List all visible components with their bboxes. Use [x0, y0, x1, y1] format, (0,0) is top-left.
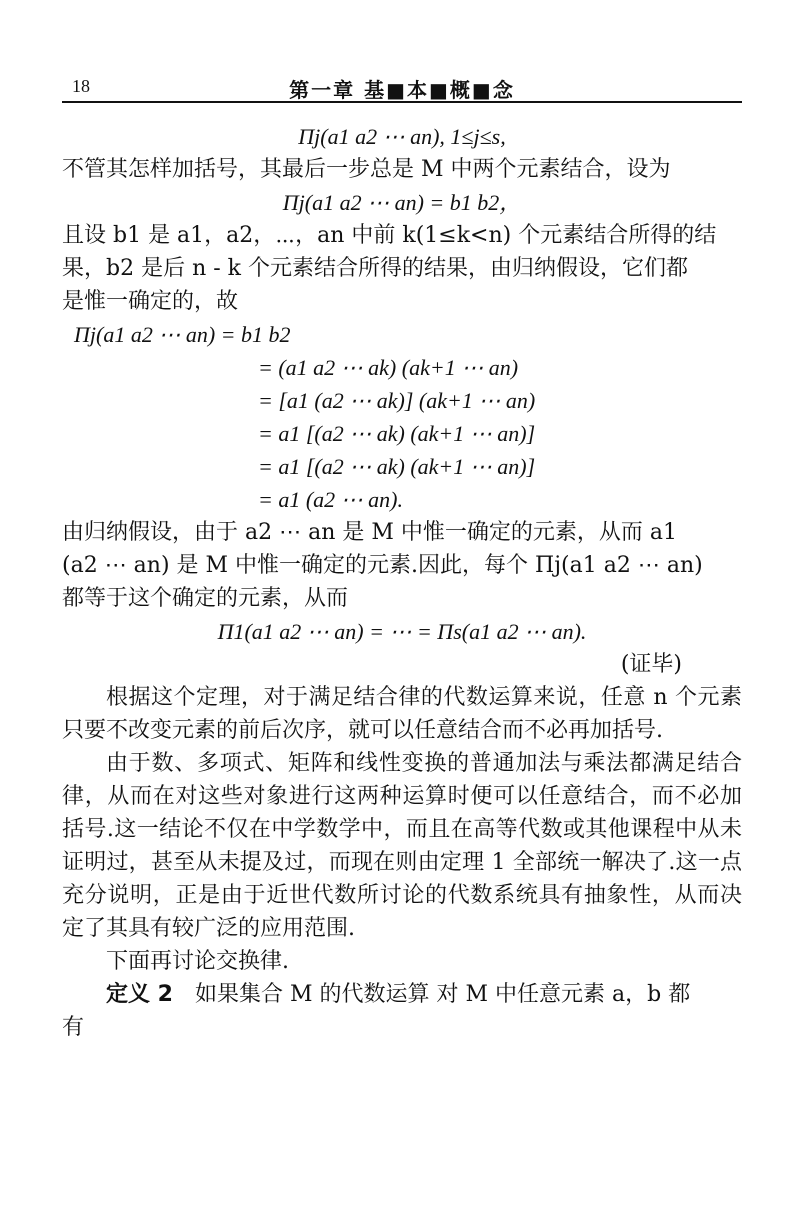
page-number: 18 — [72, 76, 90, 96]
definition-last-line: 有 — [62, 1015, 85, 1040]
text-line: 由归纳假设，由于 a2 ⋯ an 是 M 中惟一确定的元素，从而 a1 — [62, 520, 677, 545]
formula-line: Πj(a1 a2 ⋯ an), 1≤j≤s, — [298, 124, 506, 149]
definition-text: 如果集合 M 的代数运算 对 M 中任意元素 a，b 都 — [194, 982, 691, 1007]
text-line: 是惟一确定的，故 — [62, 289, 239, 314]
page-header — [62, 68, 742, 104]
text-line: 果，b2 是后 n - k 个元素结合所得的结果，由归纳假设，它们都 — [62, 256, 688, 281]
text-line: 都等于这个确定的元素，从而 — [62, 586, 349, 611]
definition-label: 定义 2 — [106, 982, 173, 1007]
equation-line: = a1 [(a2 ⋯ ak) (ak+1 ⋯ an)] — [258, 421, 536, 446]
paragraph: 下面再讨论交换律. — [106, 949, 289, 974]
equation-line: = a1 (a2 ⋯ an). — [258, 487, 403, 512]
formula-line: Πj(a1 a2 ⋯ an) = b1 b2， — [282, 190, 522, 215]
definition-paragraph — [62, 978, 742, 1011]
equation-line: = a1 [(a2 ⋯ ak) (ak+1 ⋯ an)] — [258, 454, 536, 479]
text-line: 且设 b1 是 a1，a2，⋯，an 中前 k(1≤k<n) 个元素结合所得的结 — [62, 223, 717, 248]
paragraph: 由于数、多项式、矩阵和线性变换的普通加法与乘法都满足结合律，从而在对这些对象进行这两种运算时便可以任意结合，而不必加括号.这一结论不仅在中学数学中，而且在高等代数或其他课程中从未证明过，甚至从未提及过，而现在则由定理 1 全部统一解决了.这一点充分说明，正是由于近世代数所讨论的代数系统具有抽象性，从而决定了其具有较广泛的应用范围. — [62, 751, 742, 941]
text-line: 不管其怎样加括号，其最后一步总是 M 中两个元素结合，设为 — [62, 157, 671, 182]
text-line: (a2 ⋯ an) 是 M 中惟一确定的元素.因此，每个 Πj(a1 a2 ⋯ an) — [62, 553, 703, 578]
equation-line: = [a1 (a2 ⋯ ak)] (ak+1 ⋯ an) — [258, 388, 536, 413]
qed-mark: (证毕) — [620, 652, 682, 677]
equation-line: = (a1 a2 ⋯ ak) (ak+1 ⋯ an) — [258, 355, 519, 380]
page-body — [62, 120, 742, 1044]
formula-line: Π1(a1 a2 ⋯ an) = ⋯ = Πs(a1 a2 ⋯ an). — [217, 619, 587, 644]
paragraph: 根据这个定理，对于满足结合律的代数运算来说，任意 n 个元素只要不改变元素的前后次序，就可以任意结合而不必再加括号. — [62, 685, 742, 743]
running-title: 第一章 基■本■概■念 — [289, 78, 515, 102]
equation-line: Πj(a1 a2 ⋯ an) = b1 b2 — [74, 322, 291, 347]
header-rule — [62, 101, 742, 103]
